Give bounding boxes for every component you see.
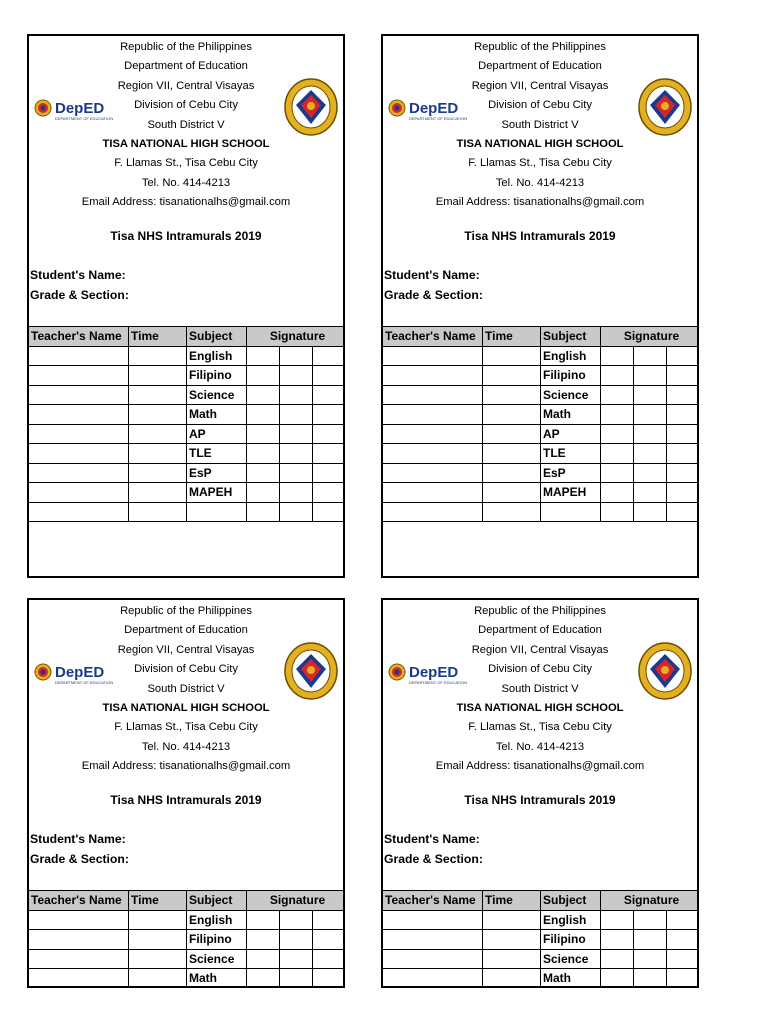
subject-cell: Filipino [541, 366, 601, 386]
subject-cell: AP [541, 424, 601, 444]
signature-cell [247, 385, 280, 405]
signature-cell [634, 483, 667, 503]
signature-cell [667, 910, 700, 930]
subject-cell: Math [541, 969, 601, 989]
table-row [383, 502, 700, 522]
signature-cell [313, 346, 346, 366]
signature-cell [247, 346, 280, 366]
signature-cell [313, 463, 346, 483]
col-subject: Subject [187, 891, 247, 911]
header-line: Department of Education [478, 60, 602, 73]
signature-cell [247, 502, 280, 522]
signature-cell [280, 346, 313, 366]
header-line: Department of Education [124, 60, 248, 73]
table-row [29, 502, 346, 522]
table-row [29, 444, 346, 464]
signature-cell [313, 444, 346, 464]
header-line: South District V [501, 682, 579, 695]
signature-cell [601, 385, 634, 405]
subject-cell: Science [541, 949, 601, 969]
subject-cell: Science [187, 385, 247, 405]
signature-cell [601, 483, 634, 503]
teacher-name-cell [29, 502, 129, 522]
svg-text:DEPARTMENT OF EDUCATION: DEPARTMENT OF EDUCATION [409, 116, 468, 121]
header-line: Region VII, Central Visayas [471, 79, 609, 92]
svg-text:DepED: DepED [409, 664, 459, 681]
intramurals-card-4 [381, 598, 699, 988]
signature-cell [634, 949, 667, 969]
grade-section-label: Grade & Section: [384, 852, 483, 866]
col-subject: Subject [541, 327, 601, 347]
signature-cell [634, 930, 667, 950]
table-row [383, 483, 700, 503]
signature-cell [634, 405, 667, 425]
teacher-name-cell [29, 969, 129, 989]
signature-cell [280, 385, 313, 405]
signature-cell [313, 910, 346, 930]
subject-cell: Math [187, 405, 247, 425]
time-cell [483, 502, 541, 522]
teacher-name-cell [29, 346, 129, 366]
signature-cell [667, 366, 700, 386]
signature-cell [247, 463, 280, 483]
subject-cell: TLE [187, 444, 247, 464]
signature-cell [313, 405, 346, 425]
schedule-table [382, 890, 699, 988]
subject-cell: AP [187, 424, 247, 444]
table-row [29, 910, 346, 930]
time-cell [129, 463, 187, 483]
card-header [29, 36, 343, 214]
grade-section-label: Grade & Section: [384, 288, 483, 302]
signature-cell [667, 483, 700, 503]
header-line: Division of Cebu City [134, 99, 238, 112]
teacher-name-cell [29, 463, 129, 483]
schedule-table [28, 326, 345, 522]
intramurals-card-1 [27, 34, 345, 578]
school-address: F. Llamas St., Tisa Cebu City [114, 157, 258, 170]
table-row [383, 444, 700, 464]
intramurals-card-3 [27, 598, 345, 988]
table-row [383, 910, 700, 930]
col-time: Time [129, 891, 187, 911]
header-line: Department of Education [124, 624, 248, 637]
teacher-name-cell [29, 424, 129, 444]
header-line: Division of Cebu City [134, 663, 238, 676]
time-cell [483, 444, 541, 464]
table-row [383, 366, 700, 386]
teacher-name-cell [383, 502, 483, 522]
time-cell [129, 405, 187, 425]
subject-cell: Science [187, 949, 247, 969]
card-header [383, 600, 697, 778]
subject-cell: MAPEH [541, 483, 601, 503]
signature-cell [667, 346, 700, 366]
subject-cell [541, 502, 601, 522]
subject-cell: Math [187, 969, 247, 989]
teacher-name-cell [383, 483, 483, 503]
grade-section-label: Grade & Section: [30, 288, 129, 302]
time-cell [129, 969, 187, 989]
header-line: Division of Cebu City [488, 663, 592, 676]
signature-cell [280, 444, 313, 464]
subject-cell: MAPEH [187, 483, 247, 503]
subject-cell: TLE [541, 444, 601, 464]
col-subject: Subject [187, 327, 247, 347]
teacher-name-cell [29, 405, 129, 425]
time-cell [129, 385, 187, 405]
teacher-name-cell [29, 444, 129, 464]
signature-cell [247, 910, 280, 930]
signature-cell [280, 910, 313, 930]
signature-cell [634, 444, 667, 464]
signature-cell [634, 969, 667, 989]
teacher-name-cell [383, 424, 483, 444]
header-line: South District V [501, 118, 579, 131]
event-title: Tisa NHS Intramurals 2019 [110, 229, 262, 243]
time-cell [129, 483, 187, 503]
table-row [383, 385, 700, 405]
school-phone: Tel. No. 414-4213 [141, 176, 231, 189]
header-line: Region VII, Central Visayas [117, 79, 255, 92]
signature-cell [601, 424, 634, 444]
table-row [383, 930, 700, 950]
signature-cell [280, 483, 313, 503]
teacher-name-cell [383, 346, 483, 366]
event-title: Tisa NHS Intramurals 2019 [464, 793, 616, 807]
signature-cell [313, 424, 346, 444]
signature-cell [280, 930, 313, 950]
school-phone: Tel. No. 414-4213 [495, 176, 585, 189]
signature-cell [601, 910, 634, 930]
col-signature: Signature [247, 891, 346, 911]
col-signature: Signature [601, 327, 700, 347]
signature-cell [667, 405, 700, 425]
signature-cell [634, 502, 667, 522]
signature-cell [634, 424, 667, 444]
time-cell [483, 405, 541, 425]
header-line: Republic of the Philippines [474, 41, 606, 53]
svg-text:DEPARTMENT OF EDUCATION: DEPARTMENT OF EDUCATION [55, 680, 114, 685]
teacher-name-cell [383, 405, 483, 425]
col-time: Time [483, 327, 541, 347]
teacher-name-cell [29, 910, 129, 930]
student-name-label: Student's Name: [30, 832, 126, 846]
teacher-name-cell [29, 385, 129, 405]
signature-cell [313, 969, 346, 989]
time-cell [483, 949, 541, 969]
signature-cell [247, 366, 280, 386]
signature-cell [667, 969, 700, 989]
student-name-label: Student's Name: [384, 268, 480, 282]
table-row [29, 405, 346, 425]
signature-cell [634, 910, 667, 930]
table-row [29, 346, 346, 366]
time-cell [129, 346, 187, 366]
table-row [383, 949, 700, 969]
table-row [29, 385, 346, 405]
time-cell [483, 969, 541, 989]
teacher-name-cell [29, 366, 129, 386]
time-cell [483, 930, 541, 950]
time-cell [483, 366, 541, 386]
svg-text:DepED: DepED [55, 100, 105, 117]
signature-cell [247, 424, 280, 444]
svg-text:DEPARTMENT OF EDUCATION: DEPARTMENT OF EDUCATION [409, 680, 468, 685]
svg-text:DepED: DepED [409, 100, 459, 117]
school-seal-icon [283, 641, 339, 701]
student-name-label: Student's Name: [30, 268, 126, 282]
teacher-name-cell [383, 366, 483, 386]
teacher-name-cell [383, 385, 483, 405]
school-seal-icon [283, 77, 339, 137]
teacher-name-cell [383, 949, 483, 969]
table-row [383, 424, 700, 444]
col-teacher-name: Teacher's Name [29, 327, 129, 347]
time-cell [129, 930, 187, 950]
time-cell [129, 949, 187, 969]
time-cell [483, 463, 541, 483]
time-cell [129, 444, 187, 464]
signature-cell [247, 483, 280, 503]
subject-cell: Filipino [541, 930, 601, 950]
svg-text:DEPARTMENT OF EDUCATION: DEPARTMENT OF EDUCATION [55, 116, 114, 121]
signature-cell [667, 949, 700, 969]
signature-cell [667, 930, 700, 950]
signature-cell [667, 463, 700, 483]
school-email: Email Address: tisanationalhs@gmail.com [435, 760, 645, 773]
signature-cell [601, 930, 634, 950]
signature-cell [280, 405, 313, 425]
col-signature: Signature [601, 891, 700, 911]
subject-cell: English [541, 346, 601, 366]
table-header-row [29, 327, 346, 347]
subject-cell: Science [541, 385, 601, 405]
table-row [383, 405, 700, 425]
header-line: Region VII, Central Visayas [117, 643, 255, 656]
school-name: TISA NATIONAL HIGH SCHOOL [456, 138, 624, 151]
time-cell [483, 424, 541, 444]
school-address: F. Llamas St., Tisa Cebu City [468, 157, 612, 170]
subject-cell [187, 502, 247, 522]
signature-cell [247, 405, 280, 425]
signature-cell [313, 949, 346, 969]
signature-cell [667, 385, 700, 405]
svg-text:DepED: DepED [55, 664, 105, 681]
col-signature: Signature [247, 327, 346, 347]
signature-cell [667, 424, 700, 444]
teacher-name-cell [29, 949, 129, 969]
schedule-table [382, 326, 699, 522]
signature-cell [601, 463, 634, 483]
col-subject: Subject [541, 891, 601, 911]
teacher-name-cell [383, 444, 483, 464]
school-seal-icon [637, 641, 693, 701]
signature-cell [634, 366, 667, 386]
school-address: F. Llamas St., Tisa Cebu City [468, 721, 612, 734]
subject-cell: English [187, 346, 247, 366]
col-time: Time [483, 891, 541, 911]
teacher-name-cell [29, 930, 129, 950]
signature-cell [667, 444, 700, 464]
signature-cell [601, 366, 634, 386]
header-line: Region VII, Central Visayas [471, 643, 609, 656]
col-teacher-name: Teacher's Name [383, 891, 483, 911]
school-seal-icon [637, 77, 693, 137]
school-phone: Tel. No. 414-4213 [141, 740, 231, 753]
signature-cell [280, 463, 313, 483]
teacher-name-cell [29, 483, 129, 503]
signature-cell [247, 949, 280, 969]
header-line: Division of Cebu City [488, 99, 592, 112]
signature-cell [280, 502, 313, 522]
subject-cell: EsP [187, 463, 247, 483]
time-cell [483, 483, 541, 503]
signature-cell [247, 444, 280, 464]
table-row [29, 463, 346, 483]
time-cell [129, 424, 187, 444]
subject-cell: Math [541, 405, 601, 425]
school-phone: Tel. No. 414-4213 [495, 740, 585, 753]
teacher-name-cell [383, 969, 483, 989]
subject-cell: Filipino [187, 366, 247, 386]
subject-cell: EsP [541, 463, 601, 483]
event-title: Tisa NHS Intramurals 2019 [464, 229, 616, 243]
signature-cell [280, 424, 313, 444]
school-name: TISA NATIONAL HIGH SCHOOL [102, 138, 270, 151]
time-cell [129, 366, 187, 386]
school-name: TISA NATIONAL HIGH SCHOOL [102, 702, 270, 715]
signature-cell [634, 346, 667, 366]
signature-cell [280, 366, 313, 386]
signature-cell [667, 502, 700, 522]
table-header-row [29, 891, 346, 911]
teacher-name-cell [383, 930, 483, 950]
table-row [29, 424, 346, 444]
table-row [383, 463, 700, 483]
card-header [383, 36, 697, 214]
school-email: Email Address: tisanationalhs@gmail.com [435, 196, 645, 209]
table-header-row [383, 327, 700, 347]
signature-cell [280, 969, 313, 989]
signature-cell [313, 385, 346, 405]
header-line: Department of Education [478, 624, 602, 637]
school-name: TISA NATIONAL HIGH SCHOOL [456, 702, 624, 715]
time-cell [483, 385, 541, 405]
signature-cell [601, 969, 634, 989]
header-line: South District V [147, 118, 225, 131]
signature-cell [634, 463, 667, 483]
signature-cell [601, 346, 634, 366]
header-line: Republic of the Philippines [474, 605, 606, 617]
intramurals-card-2 [381, 34, 699, 578]
header-line: Republic of the Philippines [120, 41, 252, 53]
card-header [29, 600, 343, 778]
signature-cell [601, 502, 634, 522]
grade-section-label: Grade & Section: [30, 852, 129, 866]
table-row [383, 969, 700, 989]
signature-cell [601, 405, 634, 425]
signature-cell [313, 930, 346, 950]
table-row [29, 366, 346, 386]
signature-cell [280, 949, 313, 969]
signature-cell [634, 385, 667, 405]
col-teacher-name: Teacher's Name [383, 327, 483, 347]
signature-cell [601, 949, 634, 969]
header-line: Republic of the Philippines [120, 605, 252, 617]
schedule-table [28, 890, 345, 988]
student-name-label: Student's Name: [384, 832, 480, 846]
table-row [29, 930, 346, 950]
table-row [29, 483, 346, 503]
table-row [29, 969, 346, 989]
signature-cell [247, 969, 280, 989]
table-row [383, 346, 700, 366]
signature-cell [313, 366, 346, 386]
subject-cell: English [541, 910, 601, 930]
school-address: F. Llamas St., Tisa Cebu City [114, 721, 258, 734]
signature-cell [313, 483, 346, 503]
signature-cell [247, 930, 280, 950]
signature-cell [601, 444, 634, 464]
time-cell [483, 910, 541, 930]
teacher-name-cell [383, 463, 483, 483]
col-time: Time [129, 327, 187, 347]
teacher-name-cell [383, 910, 483, 930]
subject-cell: English [187, 910, 247, 930]
signature-cell [313, 502, 346, 522]
time-cell [129, 502, 187, 522]
header-line: South District V [147, 682, 225, 695]
col-teacher-name: Teacher's Name [29, 891, 129, 911]
school-email: Email Address: tisanationalhs@gmail.com [81, 196, 291, 209]
table-header-row [383, 891, 700, 911]
subject-cell: Filipino [187, 930, 247, 950]
school-email: Email Address: tisanationalhs@gmail.com [81, 760, 291, 773]
table-row [29, 949, 346, 969]
time-cell [483, 346, 541, 366]
time-cell [129, 910, 187, 930]
event-title: Tisa NHS Intramurals 2019 [110, 793, 262, 807]
